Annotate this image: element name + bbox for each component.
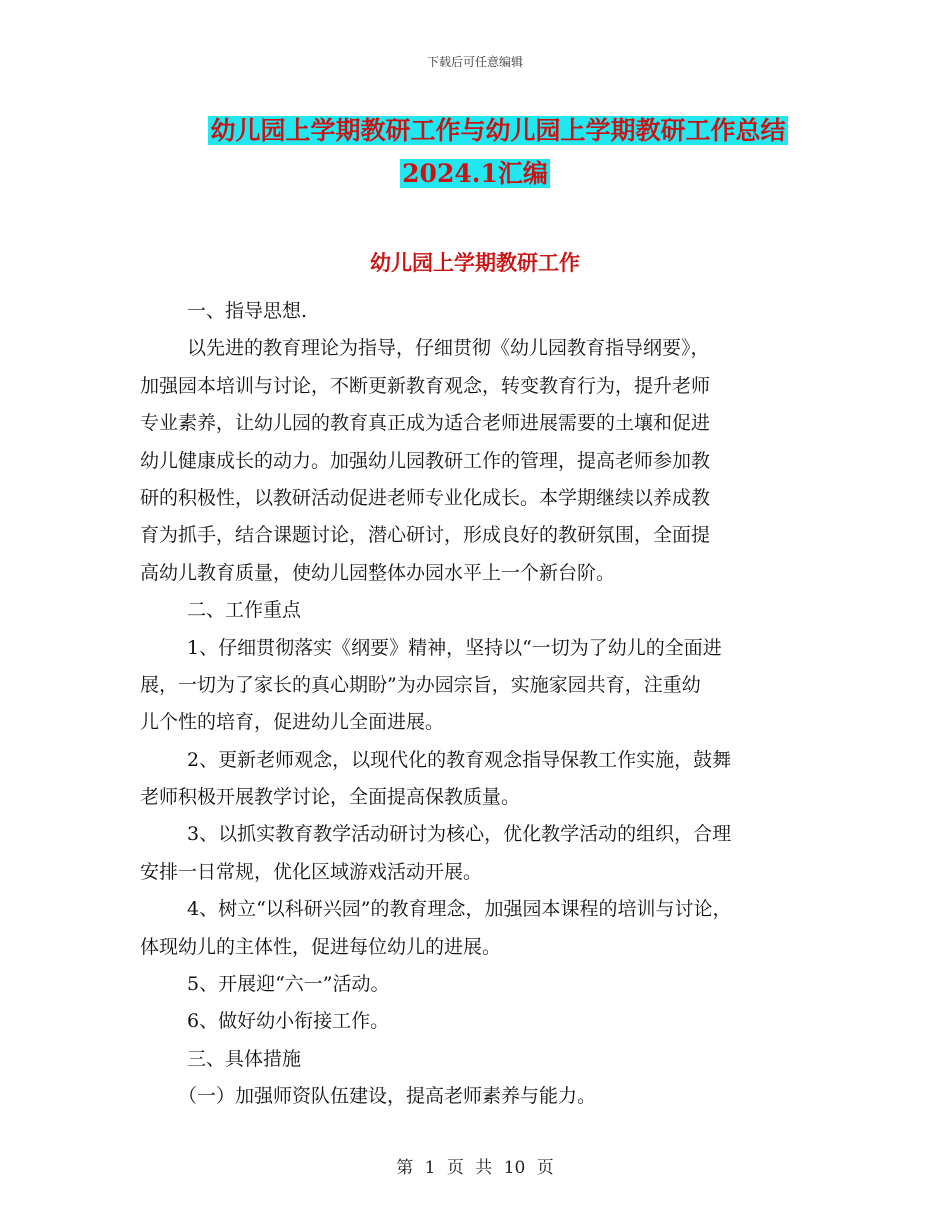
paragraph-line: 高幼儿教育质量，使幼儿园整体办园水平上一个新台阶。 bbox=[140, 561, 616, 584]
paragraph-line: 加强园本培训与讨论，不断更新教育观念，转变教育行为，提升老师 bbox=[140, 374, 711, 397]
page-header-note: 下载后可任意编辑 bbox=[426, 55, 523, 69]
title-highlight-1: 幼儿园上学期教研工作与幼儿园上学期教研工作总结 bbox=[210, 116, 786, 145]
title-highlight-2: 2024.1汇编 bbox=[402, 159, 548, 188]
page-footer: 第 1 页 共 10 页 bbox=[396, 1158, 554, 1178]
heading-specific-measures: 三、具体措施 bbox=[187, 1047, 302, 1070]
document-body bbox=[140, 293, 820, 1116]
list-item-4: 4、树立“以科研兴园”的教育理念，加强园本课程的培训与讨论， bbox=[187, 898, 732, 921]
section-title: 幼儿园上学期教研工作 bbox=[370, 250, 580, 275]
list-item-3: 3、以抓实教育教学活动研讨为核心，优化教学活动的组织，合理 bbox=[187, 823, 732, 846]
subheading-measure-1: （一）加强师资队伍建设，提高老师素养与能力。 bbox=[178, 1085, 597, 1108]
document-title-line-1 bbox=[23, 112, 950, 150]
paragraph-line: 老师积极开展教学讨论，全面提高保教质量。 bbox=[140, 786, 521, 809]
paragraph-line: 幼儿健康成长的动力。加强幼儿园教研工作的管理，提高老师参加教 bbox=[140, 449, 711, 472]
paragraph-line: 体现幼儿的主体性，促进每位幼儿的进展。 bbox=[140, 935, 502, 958]
list-item-1: 1、仔细贯彻落实《纲要》精神，坚持以“一切为了幼儿的全面进 bbox=[187, 636, 722, 659]
list-item-6: 6、做好幼小衔接工作。 bbox=[187, 1010, 390, 1033]
list-item-2: 2、更新老师观念，以现代化的教育观念指导保教工作实施，鼓舞 bbox=[187, 748, 732, 771]
document-title-line-2 bbox=[0, 155, 950, 193]
paragraph-line: 研的积极性，以教研活动促进老师专业化成长。本学期继续以养成教 bbox=[140, 486, 711, 509]
paragraph-line: 儿个性的培育，促进幼儿全面进展。 bbox=[140, 711, 445, 734]
heading-guiding-ideology: 一、指导思想. bbox=[187, 300, 308, 322]
paragraph-line: 育为抓手，结合课题讨论，潜心研讨，形成良好的教研氛围，全面提 bbox=[140, 524, 711, 547]
paragraph-line: 展，一切为了家长的真心期盼”为办园宗旨，实施家园共育，注重幼 bbox=[140, 673, 701, 696]
paragraph-line: 专业素养，让幼儿园的教育真正成为适合老师进展需要的土壤和促进 bbox=[140, 412, 711, 435]
heading-work-focus: 二、工作重点 bbox=[187, 599, 302, 622]
list-item-5: 5、开展迎“六一”活动。 bbox=[187, 973, 390, 996]
paragraph-line: 以先进的教育理论为指导，仔细贯彻《幼儿园教育指导纲要》， bbox=[187, 337, 710, 360]
paragraph-line: 安排一日常规，优化区域游戏活动开展。 bbox=[140, 860, 483, 883]
